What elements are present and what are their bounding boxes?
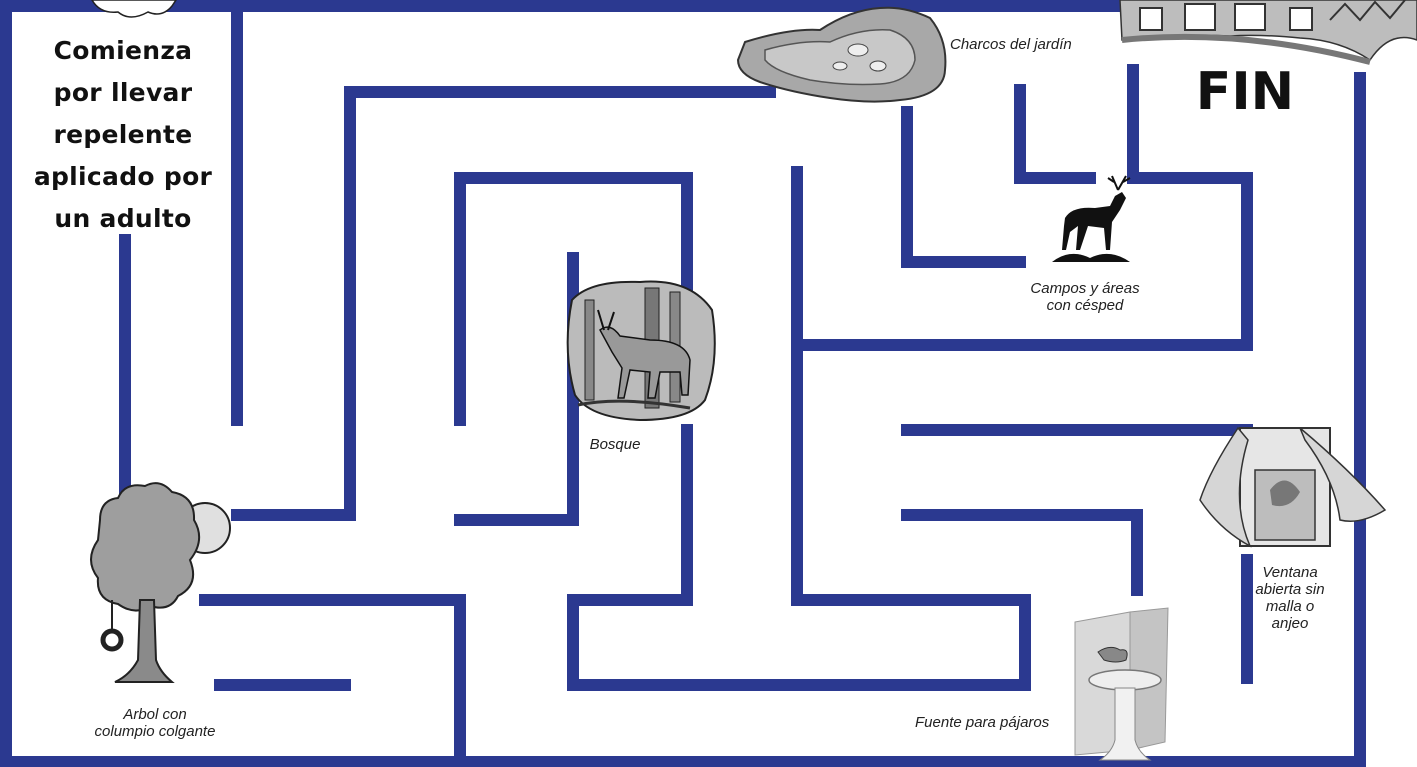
window-caption-line: Ventana <box>1262 564 1318 581</box>
tree-caption-line: Arbol con <box>123 706 187 723</box>
start-line: Comienza <box>53 36 193 65</box>
start-instruction <box>28 30 218 240</box>
maze-wall <box>460 258 573 520</box>
birdbath-caption: Fuente para pájaros <box>915 714 1050 731</box>
tree-caption <box>75 706 235 740</box>
window-caption <box>1250 564 1330 632</box>
start-line: un adulto <box>54 204 192 233</box>
start-line: repelente <box>53 120 193 149</box>
fields-caption <box>1010 280 1160 314</box>
house-icon <box>1120 0 1417 62</box>
puddles-caption: Charcos del jardín <box>950 36 1072 53</box>
maze-wall <box>907 515 1137 590</box>
start-line: aplicado por <box>33 162 213 191</box>
deer-in-field-icon <box>1052 176 1130 262</box>
finish-label: FIN <box>1195 62 1295 122</box>
bush-icon <box>92 0 176 17</box>
window-caption-line: anjeo <box>1271 615 1309 632</box>
start-line: por llevar <box>53 78 193 107</box>
maze-wall <box>1020 90 1090 178</box>
maze-wall <box>907 430 1247 440</box>
deer-in-forest-icon <box>568 282 715 420</box>
maze-wall <box>907 112 1020 262</box>
birdbath-icon <box>1075 608 1168 760</box>
fields-caption-line: Campos y áreas <box>1030 280 1140 297</box>
window-caption-line: abierta sin <box>1255 581 1325 598</box>
fields-caption-line: con césped <box>1046 297 1124 314</box>
tree-caption-line: columpio colgante <box>94 723 216 740</box>
window-caption-line: malla o <box>1265 598 1315 615</box>
tree-with-tire-swing-icon <box>91 483 230 682</box>
forest-caption: Bosque <box>589 436 641 453</box>
